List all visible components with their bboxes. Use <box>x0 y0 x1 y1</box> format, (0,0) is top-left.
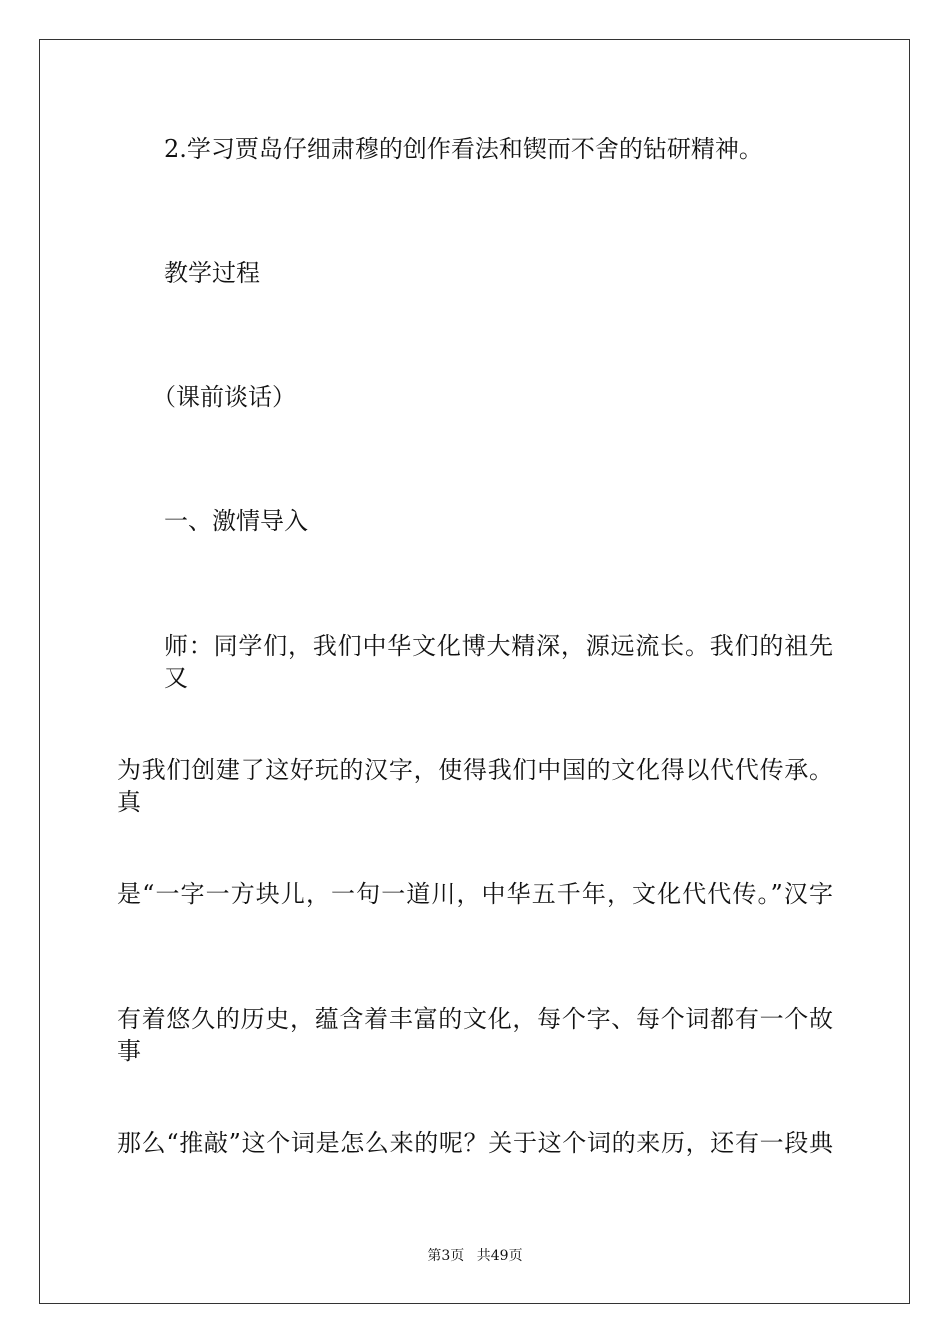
page-total: 共49页 <box>476 1248 523 1264</box>
page-number: 第3页 <box>427 1248 465 1264</box>
note-pre-class-talk: （课前谈话） <box>152 383 296 411</box>
paragraph-line-4: 有着悠久的历史，蕴含着丰富的文化，每个字、每个词都有一个故事 <box>117 1005 833 1065</box>
page-footer <box>0 1246 950 1266</box>
paragraph-line-1: 师：同学们，我们中华文化博大精深，源远流长。我们的祖先又 <box>164 632 833 692</box>
paragraph-line-3: 是“一字一方块儿，一句一道川，中华五千年，文化代代传。”汉字 <box>117 880 833 908</box>
paragraph-line-2: 为我们创建了这好玩的汉字，使得我们中国的文化得以代代传承。真 <box>117 756 833 816</box>
paragraph-line-5: 那么“推敲”这个词是怎么来的呢？关于这个词的来历，还有一段典 <box>117 1129 833 1157</box>
heading-teaching-process: 教学过程 <box>164 259 260 287</box>
paragraph-objective-2: 2.学习贾岛仔细肃穆的创作看法和锲而不舍的钻研精神。 <box>164 135 763 163</box>
heading-section-1: 一、激情导入 <box>164 507 308 535</box>
